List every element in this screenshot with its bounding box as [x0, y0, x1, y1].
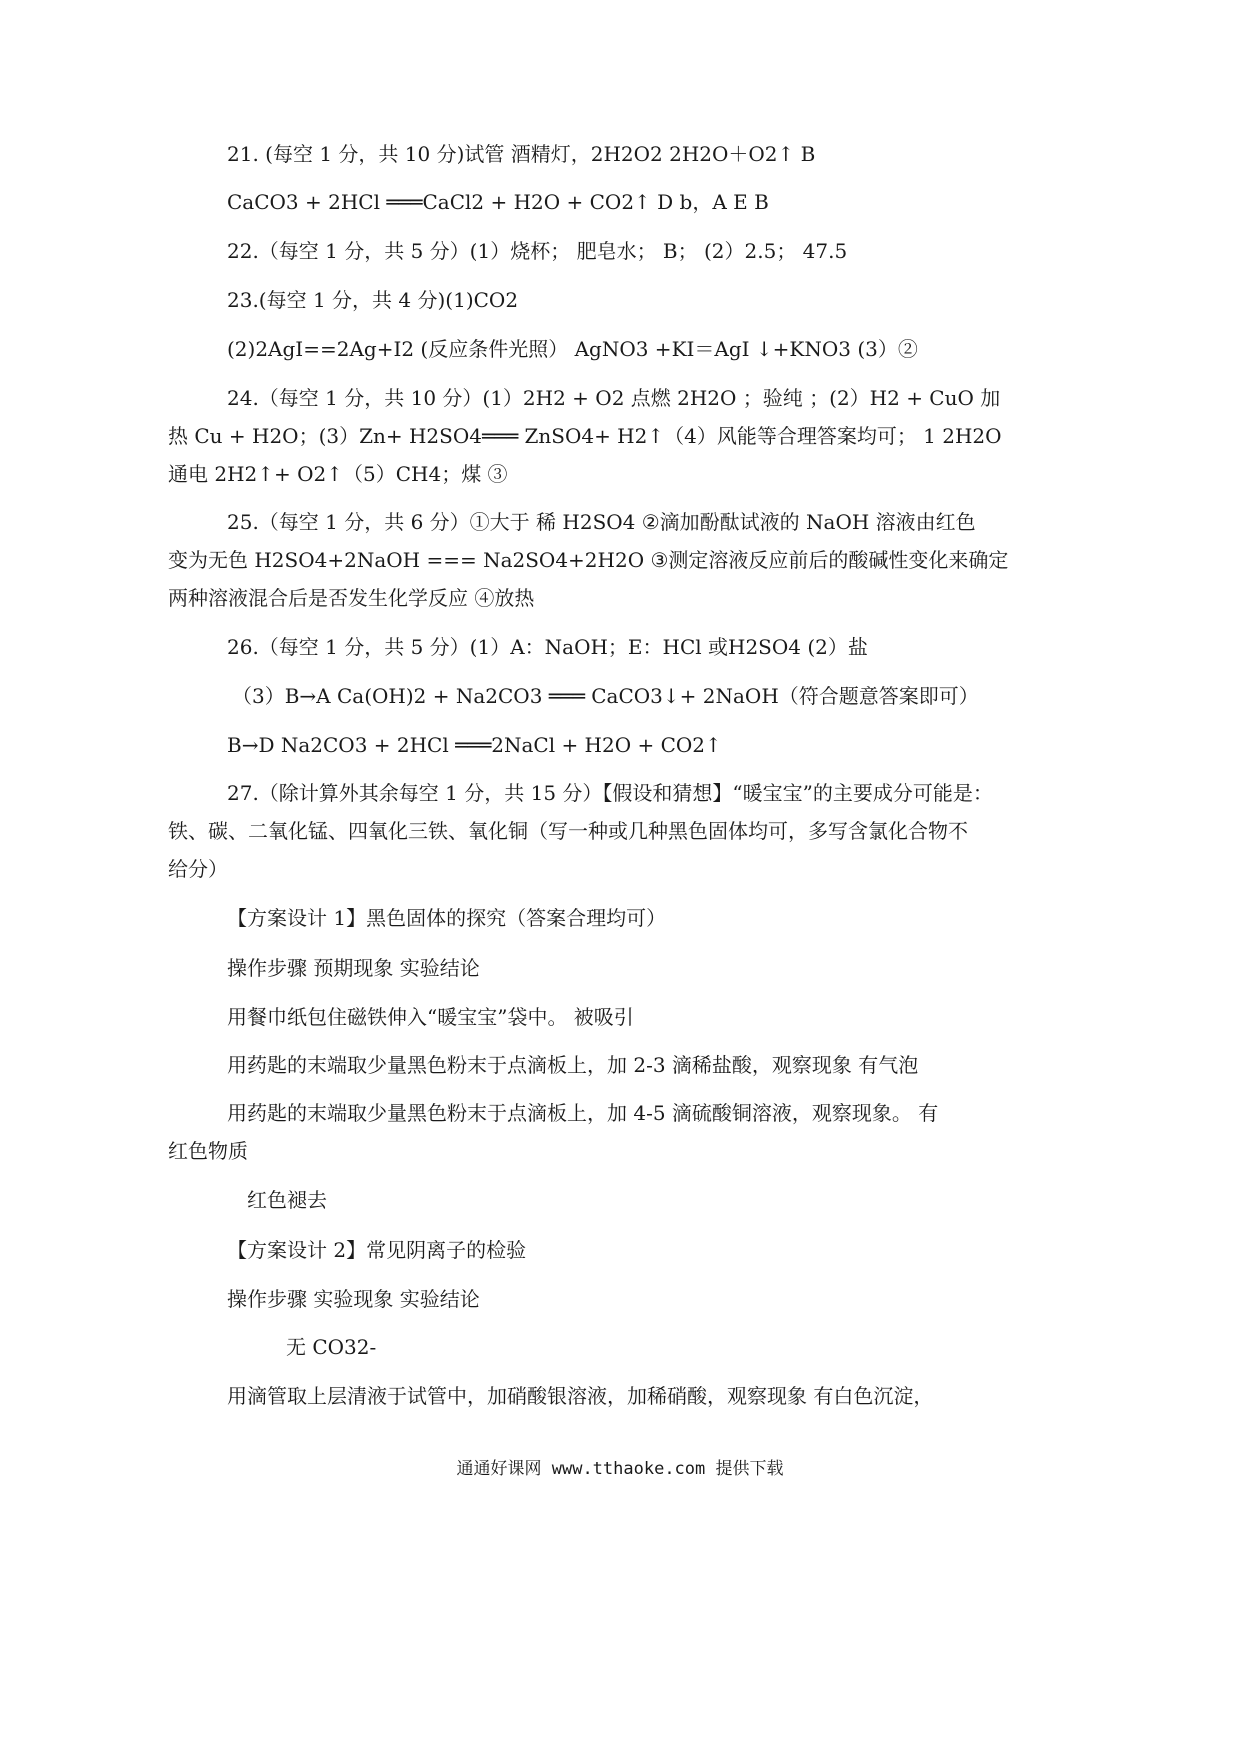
- answer-line: 两种溶液混合后是否发生化学反应 ④放热: [168, 586, 535, 610]
- answer-line: 给分）: [168, 857, 228, 881]
- answer-line: 变为无色 H2SO4+2NaOH === Na2SO4+2H2O ③测定溶液反应前后的酸碱性变化来确定: [168, 548, 1009, 572]
- answer-line: 用药匙的末端取少量黑色粉末于点滴板上，加 4-5 滴硫酸铜溶液，观察现象。 有: [227, 1101, 939, 1125]
- answer-line: 无 CO32-: [286, 1335, 377, 1359]
- answer-line: 操作步骤 实验现象 实验结论: [227, 1287, 480, 1311]
- answer-line: CaCO3 + 2HCl ═══CaCl2 + H2O + CO2↑ D b，A E B: [227, 190, 769, 214]
- answer-line: 用滴管取上层清液于试管中，加硝酸银溶液，加稀硝酸，观察现象 有白色沉淀，: [227, 1384, 934, 1408]
- answer-line: 【方案设计 2】常见阴离子的检验: [227, 1238, 527, 1262]
- answer-line: 21. (每空 1 分，共 10 分)试管 酒精灯，2H2O2 2H2O＋O2↑ B: [227, 142, 816, 166]
- answer-line: 22.（每空 1 分，共 5 分）(1）烧杯； 肥皂水； B； (2）2.5； 47.5: [227, 239, 848, 263]
- answer-line: 用餐巾纸包住磁铁伸入“暖宝宝”袋中。 被吸引: [227, 1005, 634, 1029]
- answer-line: (2)2AgI==2Ag+I2 (反应条件光照） AgNO3 +KI＝AgI ↓+KNO3 (3）②: [227, 337, 918, 361]
- answer-line: 热 Cu + H2O；(3）Zn+ H2SO4═══ ZnSO4+ H2↑（4）风能等合理答案均可； 1 2H2O: [168, 424, 1002, 448]
- answer-line: 操作步骤 预期现象 实验结论: [227, 956, 480, 980]
- answer-line: B→D Na2CO3 + 2HCl ═══2NaCl + H2O + CO2↑: [227, 733, 722, 757]
- answer-line: 26.（每空 1 分，共 5 分）(1）A：NaOH；E：HCl 或H2SO4 (2）盐: [227, 635, 868, 659]
- download-footer: 通通好课网 www.tthaoke.com 提供下载: [456, 1459, 784, 1479]
- answer-line: 通电 2H2↑+ O2↑（5）CH4；煤 ③: [168, 462, 508, 486]
- answer-line: 铁、碳、二氧化锰、四氧化三铁、氧化铜（写一种或几种黑色固体均可，多写含氯化合物不: [168, 819, 968, 843]
- answer-line: 用药匙的末端取少量黑色粉末于点滴板上，加 2-3 滴稀盐酸，观察现象 有气泡: [227, 1053, 919, 1077]
- answer-line: 23.(每空 1 分，共 4 分)(1)CO2: [227, 288, 519, 312]
- answer-line: 红色物质: [168, 1139, 248, 1163]
- answer-line: 【方案设计 1】黑色固体的探究（答案合理均可）: [227, 906, 667, 930]
- answer-line: 25.（每空 1 分，共 6 分）①大于 稀 H2SO4 ②滴加酚酞试液的 NaOH 溶液由红色: [227, 510, 976, 534]
- answer-line: 24.（每空 1 分，共 10 分）(1）2H2 + O2 点燃 2H2O ；验纯 ；(2）H2 + CuO 加: [227, 386, 1001, 410]
- answer-line: （3）B→A Ca(OH)2 + Na2CO3 ═══ CaCO3↓+ 2NaOH（符合题意答案即可）: [232, 684, 979, 708]
- answer-line: 红色褪去: [247, 1188, 327, 1212]
- answer-line: 27.（除计算外其余每空 1 分，共 15 分）【假设和猜想】“暖宝宝”的主要成分可能是：: [227, 781, 993, 805]
